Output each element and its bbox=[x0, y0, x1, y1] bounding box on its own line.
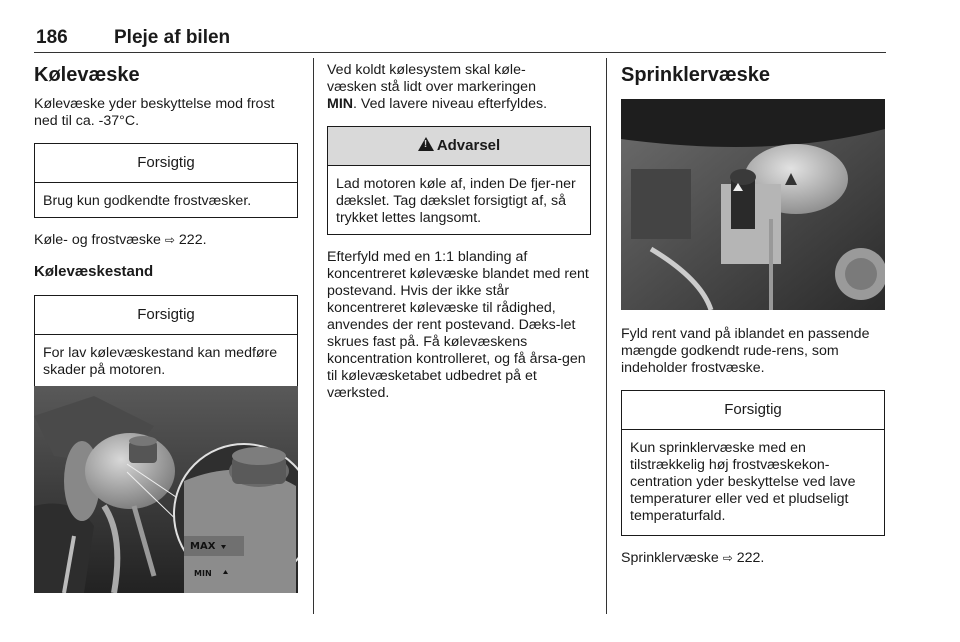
header-rule bbox=[34, 52, 886, 53]
refill-instructions: Efterfyld med en 1:1 blanding af koncentreret kølevæske blandet med rent postevand. Hvis der ikke står koncentreret kølevæske til rådighed, anvendes der rent postevand. Dæks-let skrues fast på. Få kølevæskens koncentration kontrolleret, og få årsa-gen til kølevæsketabet udbedret på et værksted. bbox=[327, 249, 589, 401]
warning-box-body: Lad motoren køle af, inden De fjer-ner dækslet. Tag dækslet forsigtigt af, så trykket lettes langsomt. bbox=[336, 176, 576, 226]
warning-box bbox=[327, 126, 591, 235]
min-mark: MIN bbox=[194, 569, 212, 578]
page-arrow-icon: ⇨ bbox=[164, 233, 175, 247]
washer-page-arrow-icon: ⇨ bbox=[722, 551, 733, 565]
washer-reservoir-image bbox=[621, 99, 885, 310]
coolant-heading: Kølevæske bbox=[34, 64, 140, 86]
column-2 bbox=[327, 62, 591, 402]
coolant-reference bbox=[34, 232, 298, 249]
caution-box-1-head: Forsigtig bbox=[35, 144, 297, 183]
washer-fluid-text: Fyld rent vand på iblandet en passende mængde godkendt rude-rens, som indeholder frostvæske. bbox=[621, 326, 870, 376]
caution-box-3 bbox=[621, 390, 885, 536]
warning-triangle-icon bbox=[418, 137, 434, 151]
column-divider-2 bbox=[606, 58, 607, 614]
page-section-title: Pleje af bilen bbox=[114, 27, 231, 48]
reference-text: Køle- og frostvæske bbox=[34, 232, 161, 248]
coolant-intro: Kølevæske yder beskyttelse mod frost ned til ca. -37°C. bbox=[34, 96, 275, 129]
coolant-reservoir-illustration bbox=[34, 386, 298, 593]
washer-fluid-heading: Sprinklervæske bbox=[621, 64, 770, 86]
max-mark: MAX bbox=[190, 541, 216, 552]
caution-box-2-body: For lav kølevæskestand kan medføre skader på motoren. bbox=[43, 345, 278, 378]
coolant-level-text bbox=[327, 62, 591, 113]
reference-page: 222. bbox=[178, 232, 207, 248]
washer-reference-page: 222. bbox=[736, 550, 765, 566]
level-text-line2: væsken stå lidt over markeringen bbox=[327, 79, 536, 95]
caution-box-1 bbox=[34, 143, 298, 218]
washer-reservoir-illustration bbox=[621, 99, 885, 310]
coolant-level-heading: Kølevæskestand bbox=[34, 263, 154, 280]
warning-box-head bbox=[328, 127, 590, 166]
caution-box-3-head: Forsigtig bbox=[622, 391, 884, 430]
level-text-line1: Ved koldt kølesystem skal køle- bbox=[327, 62, 526, 78]
level-text-rest: . Ved lavere niveau efterfyldes. bbox=[353, 96, 548, 112]
warning-title: Advarsel bbox=[436, 137, 501, 154]
caution-box-3-body: Kun sprinklervæske med en tilstrækkelig høj frostvæskekon-centration yder beskyttelse ved lave temperaturer eller ved et pludseligt temperaturfald. bbox=[630, 440, 856, 524]
caution-box-2 bbox=[34, 295, 298, 388]
caution-box-1-body: Brug kun godkendte frostvæsker. bbox=[43, 193, 252, 209]
min-label: MIN bbox=[327, 96, 354, 112]
page-number: 186 bbox=[36, 27, 68, 48]
column-3 bbox=[621, 62, 885, 88]
caution-box-2-head: Forsigtig bbox=[35, 296, 297, 335]
column-3-lower bbox=[621, 326, 885, 567]
washer-reference-text: Sprinklervæske bbox=[621, 550, 719, 566]
washer-reference bbox=[621, 550, 885, 567]
column-1 bbox=[34, 62, 298, 388]
column-divider-1 bbox=[313, 58, 314, 614]
coolant-reservoir-image bbox=[34, 386, 298, 593]
